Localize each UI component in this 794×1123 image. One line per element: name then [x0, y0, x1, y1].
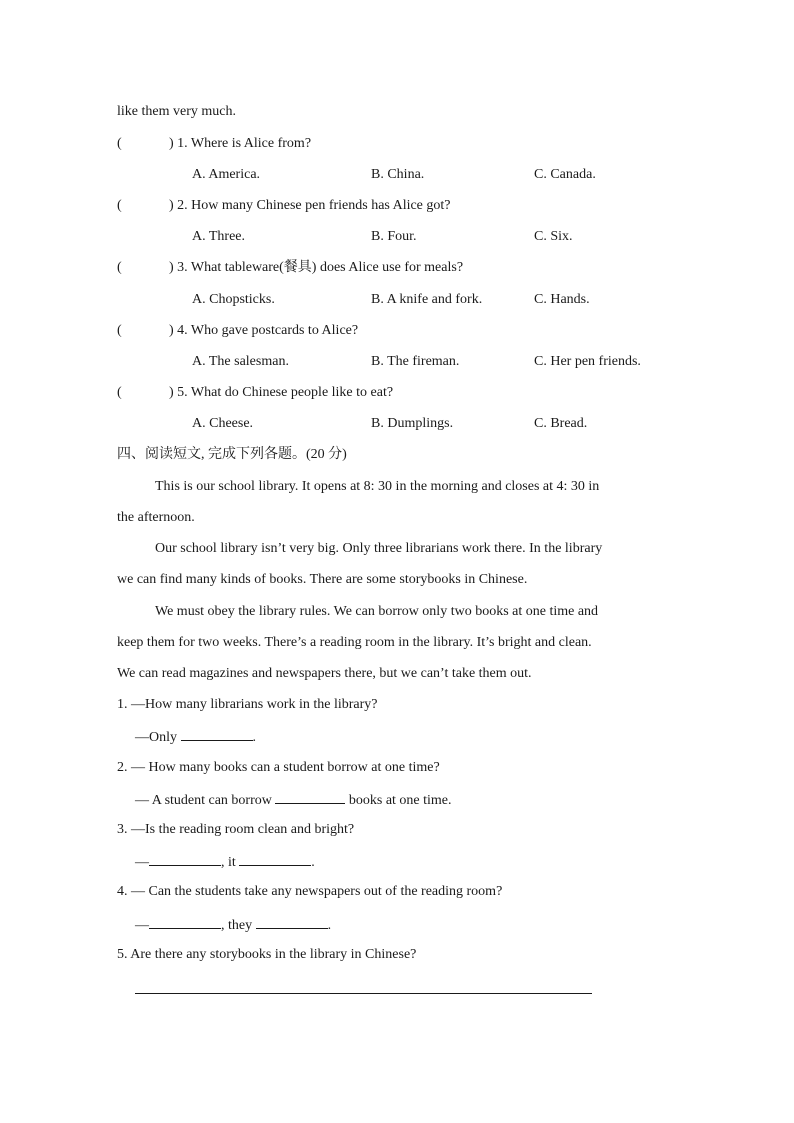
answer-bracket-close: ) [169, 136, 174, 151]
option-b: B. The fireman. [371, 354, 460, 369]
answer-bracket-open: ( [117, 385, 122, 400]
option-a: A. Cheese. [192, 416, 254, 431]
answer-blank[interactable] [239, 852, 311, 866]
option-a: A. America. [192, 167, 261, 182]
answer-bracket-open: ( [117, 323, 122, 338]
option-c: C. Hands. [534, 292, 590, 307]
question-3 [117, 259, 463, 277]
answer-bracket-close: ) [169, 198, 174, 213]
question-4 [117, 322, 358, 340]
passage-line: This is our school library. It opens at 8: 30 in the morning and closes at 4: 30 in [155, 479, 600, 494]
option-a: A. The salesman. [192, 354, 289, 369]
answer-bracket-close: ) [169, 323, 174, 338]
answer-prefix: —Only [135, 730, 177, 745]
reading-question-4: 4. — Can the students take any newspapers out of the reading room? [117, 884, 503, 899]
passage-line: We must obey the library rules. We can borrow only two books at one time and [155, 604, 599, 619]
answer-line-2 [135, 790, 452, 810]
answer-line-1 [135, 727, 256, 747]
answer-suffix: . [252, 730, 256, 745]
question-2 [117, 197, 451, 215]
reading-question-5: 5. Are there any storybooks in the library in Chinese? [117, 947, 417, 962]
option-a: A. Three. [192, 229, 245, 244]
option-a: A. Chopsticks. [192, 292, 275, 307]
answer-blank[interactable] [275, 790, 345, 804]
answer-blank[interactable] [149, 915, 221, 929]
answer-blank[interactable] [256, 915, 328, 929]
answer-line-3 [135, 852, 315, 872]
option-c: C. Bread. [534, 416, 588, 431]
passage-last-line: like them very much. [117, 104, 236, 119]
passage-line: the afternoon. [117, 510, 195, 525]
option-b: B. Four. [371, 229, 417, 244]
answer-bracket-close: ) [169, 385, 174, 400]
option-c: C. Canada. [534, 167, 596, 182]
passage-line: keep them for two weeks. There’s a reading room in the library. It’s bright and clean. [117, 635, 592, 650]
answer-middle: , they [221, 918, 253, 933]
question-text: 2. How many Chinese pen friends has Alice got? [177, 198, 451, 213]
answer-suffix: . [327, 918, 332, 933]
question-text: 1. Where is Alice from? [177, 136, 312, 151]
section-heading: 四、阅读短文, 完成下列各题。(20 分) [117, 447, 347, 462]
answer-suffix: books at one time. [348, 793, 452, 808]
option-b: B. A knife and fork. [371, 292, 483, 307]
answer-prefix: — [135, 855, 149, 870]
answer-bracket-open: ( [117, 136, 122, 151]
option-c: C. Six. [534, 229, 573, 244]
question-text: 4. Who gave postcards to Alice? [177, 323, 359, 338]
option-b: B. Dumplings. [371, 416, 454, 431]
answer-suffix: . [311, 855, 315, 870]
passage-line: We can read magazines and newspapers there, but we can’t take them out. [117, 666, 532, 681]
question-text: 3. What tableware(餐具) does Alice use for meals? [177, 260, 464, 275]
answer-line-4 [135, 915, 331, 935]
answer-prefix: — A student can borrow [135, 793, 272, 808]
reading-question-3: 3. —Is the reading room clean and bright? [117, 822, 355, 837]
question-text: 5. What do Chinese people like to eat? [177, 385, 394, 400]
question-1 [117, 135, 311, 153]
answer-bracket-open: ( [117, 198, 122, 213]
option-c: C. Her pen friends. [534, 354, 641, 369]
answer-blank[interactable] [149, 852, 221, 866]
answer-writing-line[interactable] [135, 993, 592, 994]
answer-bracket-open: ( [117, 260, 122, 275]
question-5 [117, 384, 393, 402]
answer-prefix: — [135, 918, 149, 933]
reading-question-1: 1. —How many librarians work in the library? [117, 697, 378, 712]
option-b: B. China. [371, 167, 425, 182]
answer-blank[interactable] [181, 727, 253, 741]
answer-middle: , it [221, 855, 236, 870]
passage-line: we can find many kinds of books. There are some storybooks in Chinese. [117, 572, 528, 587]
reading-question-2: 2. — How many books can a student borrow at one time? [117, 760, 440, 775]
passage-line: Our school library isn’t very big. Only three librarians work there. In the library [155, 541, 603, 556]
answer-bracket-close: ) [169, 260, 174, 275]
